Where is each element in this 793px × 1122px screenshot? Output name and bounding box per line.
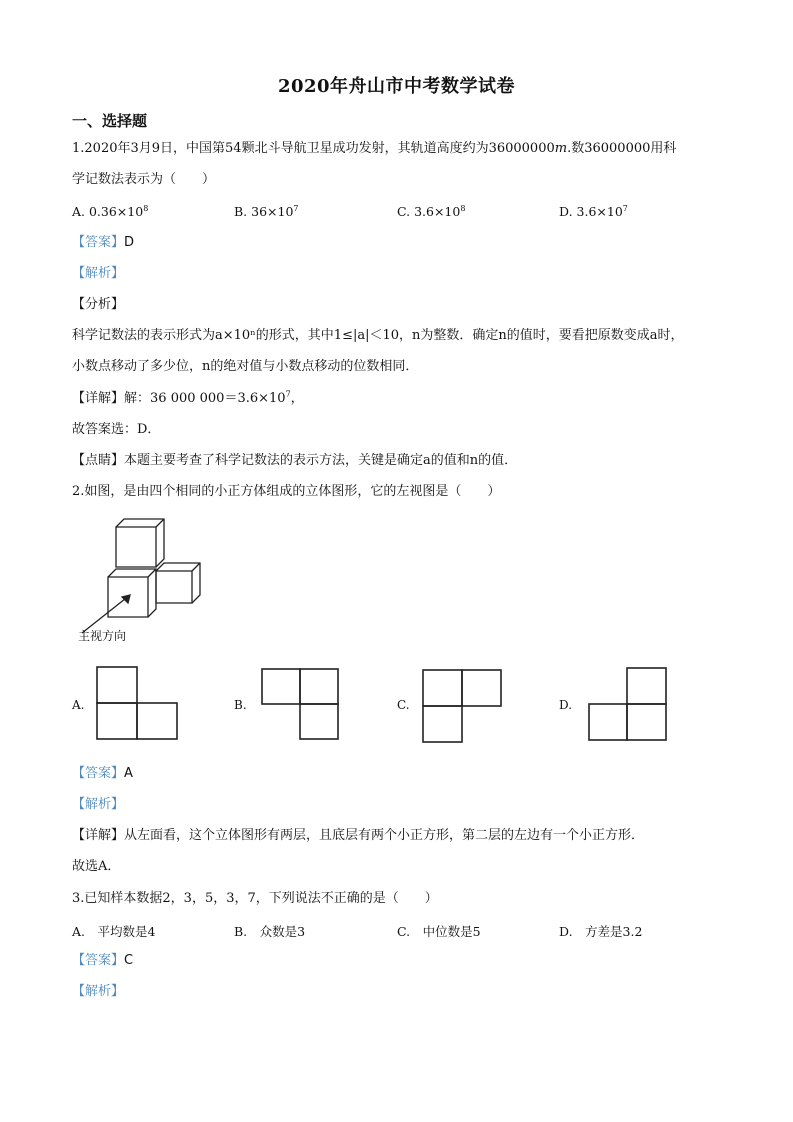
q3-stem: 3.已知样本数据2，3，5，3，7，下列说法不正确的是（ ） [72,891,438,906]
cube-figure [74,515,214,645]
q1-answer: 【答案】D [72,235,135,250]
q2-stem: 2.如图，是由四个相同的小正方体组成的立体图形，它的左视图是（ ） [72,484,501,499]
q1-option-b: B. $36\times 10^7$ [234,203,299,219]
q2-analysis-tag: 【解析】 [72,797,125,812]
q1-detail: 【详解】解：36 000 $000=3.6\times 10^7$， [72,389,304,406]
q2-detail: 【详解】从左面看，这个立体图形有两层，且底层有两个小正方形，第二层的左边有一个小正方形． [72,828,645,843]
q1-stem-line1: 1.2020年3月9日，中国第54颗北斗导航卫星成功发射，其轨道高度约为36000000m.数36000000用科 [72,141,677,156]
q2-option-d-label: D. [559,698,573,712]
q1-option-a: A. $0.36\times 10^8$ [72,203,149,219]
q1-fenxi-line1: 科学记数法的表示形式为a×10ⁿ的形式，其中1≤|a|＜10，n为整数．确定n的值时，要看把原数变成a时， [72,328,684,343]
q1-conclusion: 故答案选：D． [72,422,161,437]
q1-analysis-tag: 【解析】 [72,266,125,281]
figure-caption: 主视方向 [78,629,127,643]
q1-option-c: C. $3.6\times 10^8$ [397,203,466,219]
q2-option-a-label: A. [72,698,85,712]
q2-option-d-figure [587,666,672,741]
q1-stem-line2: 学记数法表示为（ ） [72,172,216,187]
q2-option-c-figure [421,668,506,743]
q2-answer: 【答案】A [72,766,133,781]
q1-dianjing: 【点睛】本题主要考查了科学记数法的表示方法，关键是确定a的值和n的值． [72,453,518,468]
q2-option-b-figure [260,667,345,742]
q2-option-c-label: C. [397,698,410,712]
section-heading: 一、选择题 [72,112,148,130]
q3-option-b: B. 众数是3 [234,924,306,939]
q2-option-a-figure [95,665,180,740]
q2-option-b-label: B. [234,698,247,712]
q3-answer: 【答案】C [72,953,134,968]
q3-option-c: C. 中位数是5 [397,924,481,939]
q3-option-a: A. 平均数是4 [72,924,156,939]
q3-option-d: D. 方差是3.2 [559,924,643,939]
q1-option-d: D. $3.6\times 10^7$ [559,203,628,219]
q1-fenxi-tag: 【分析】 [72,297,125,312]
q3-analysis-tag: 【解析】 [72,984,125,999]
q1-fenxi-line2: 小数点移动了多少位，n的绝对值与小数点移动的位数相同． [72,359,419,374]
page-title: 2020年舟山市中考数学试卷 [277,76,516,97]
q2-conclusion: 故选A． [72,859,121,874]
